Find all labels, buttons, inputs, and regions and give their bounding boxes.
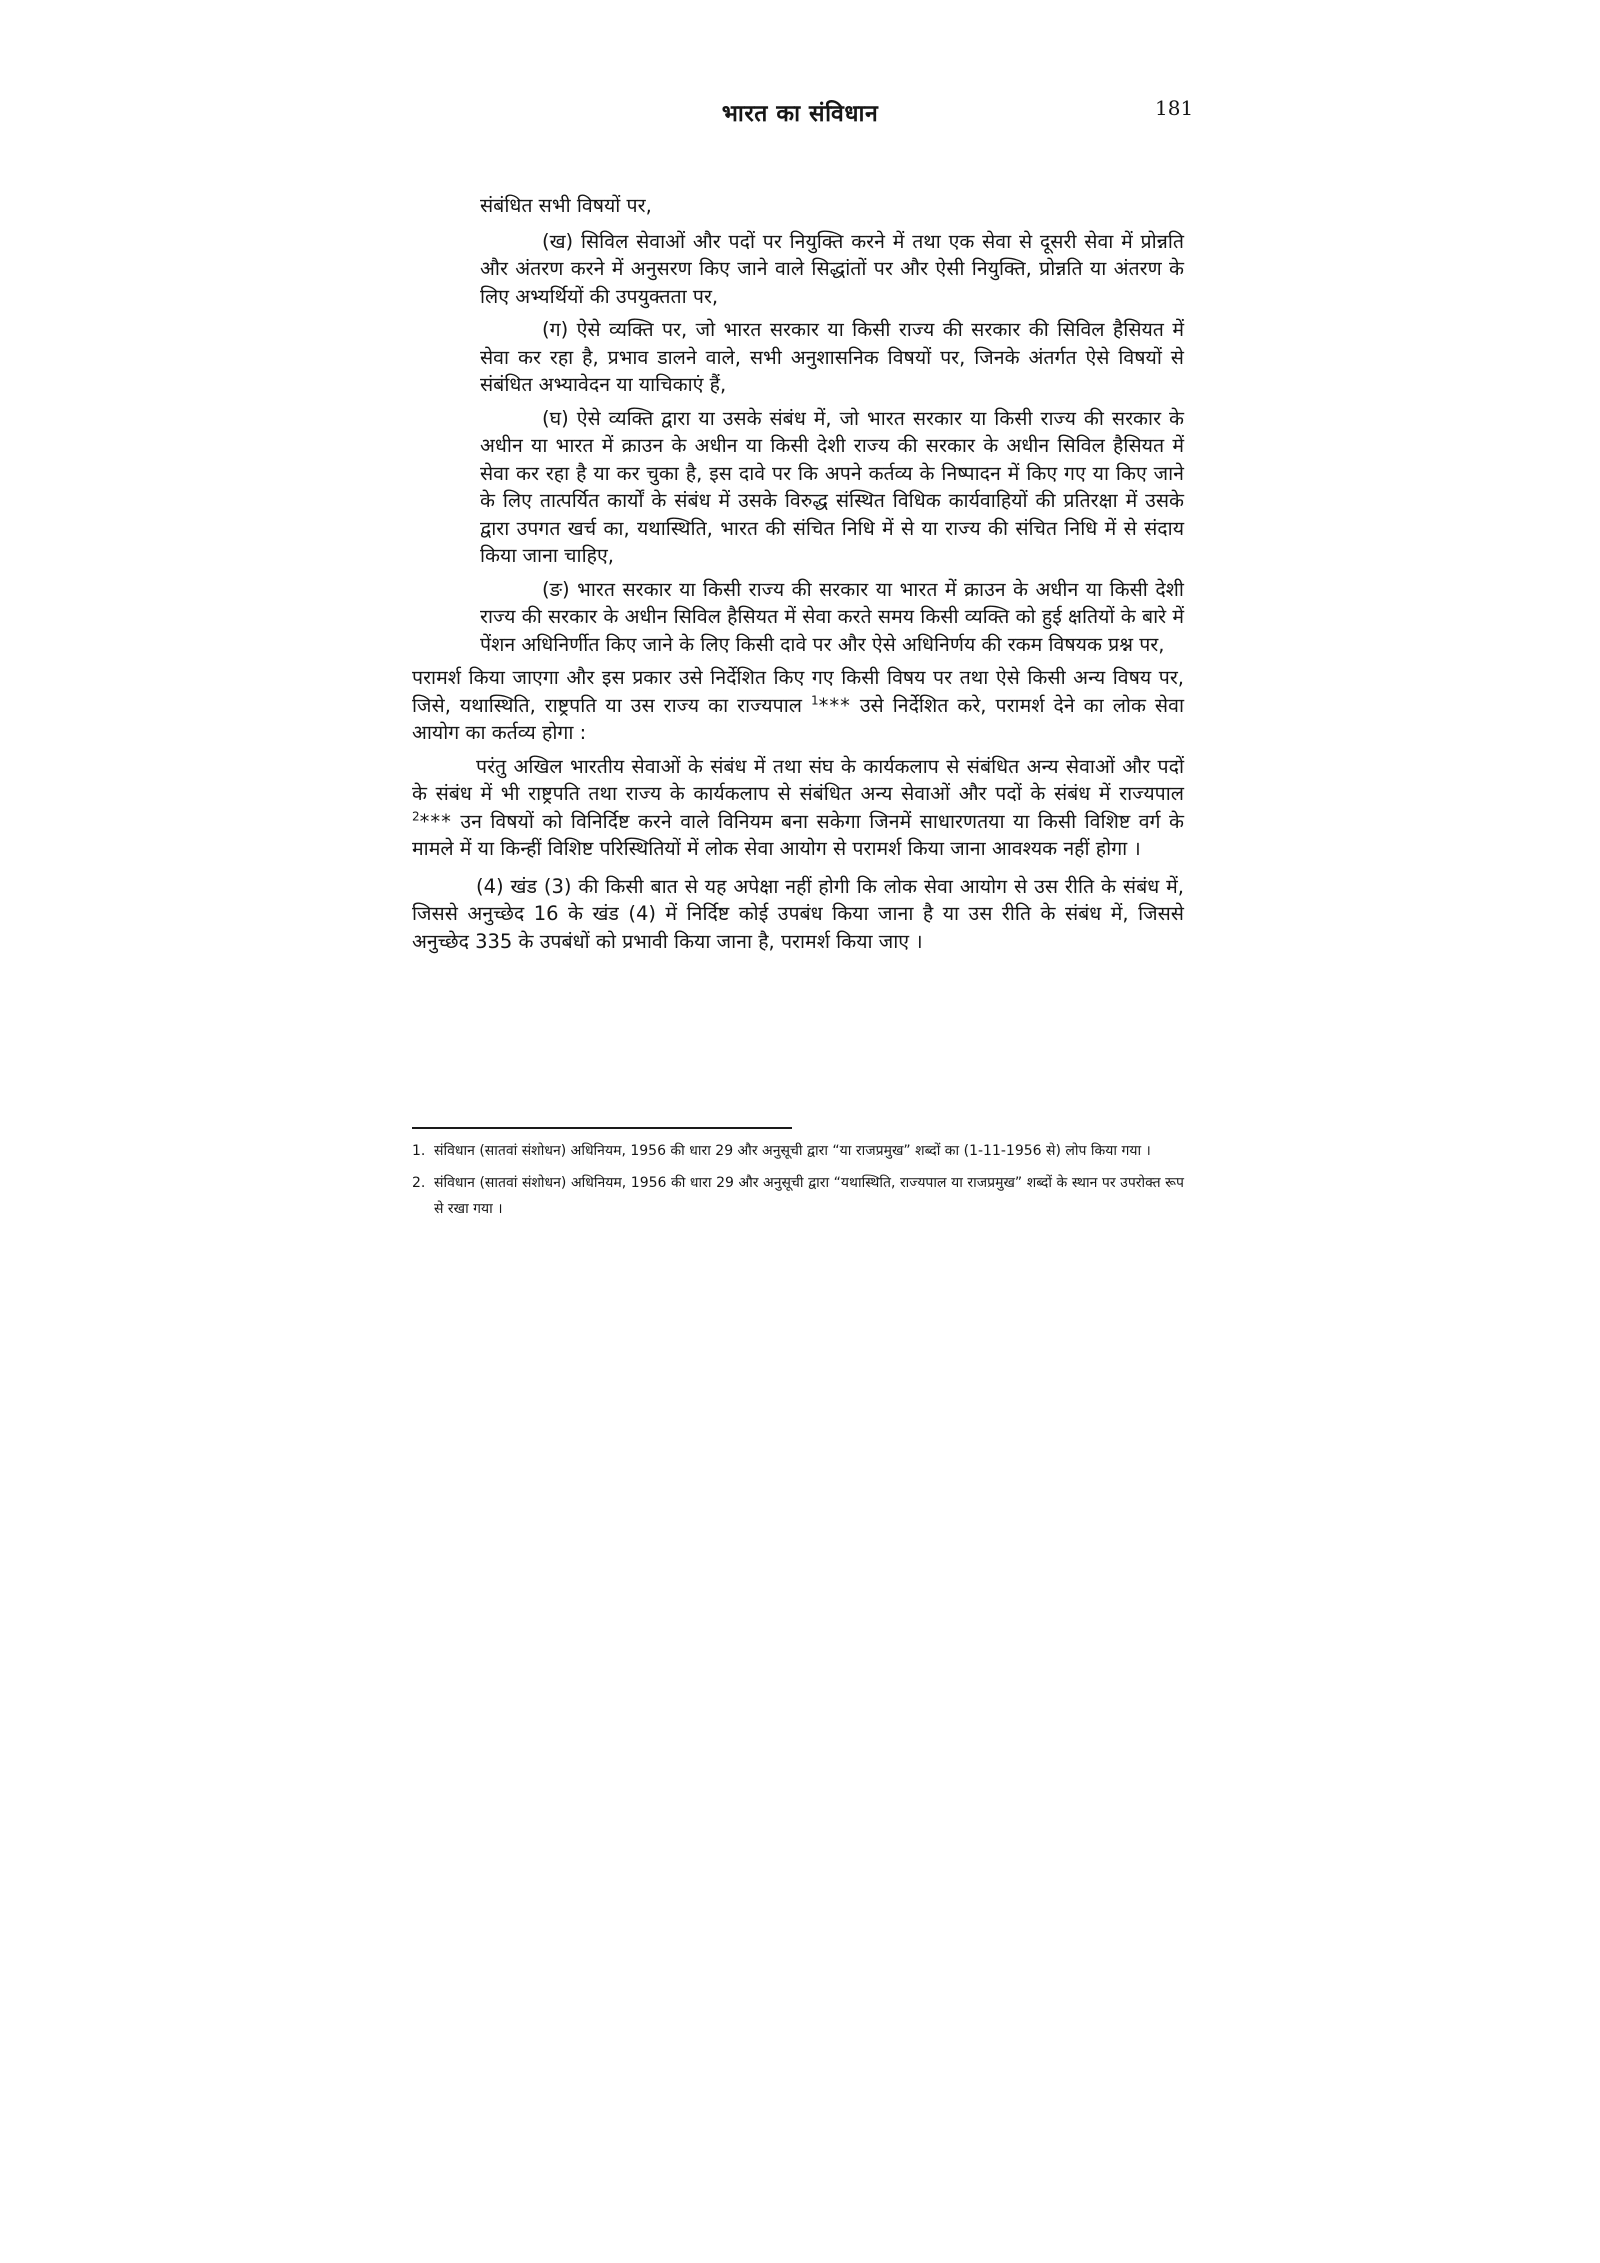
omission-stars: *** bbox=[818, 693, 851, 717]
body-text bbox=[412, 192, 1184, 961]
clause-ga: (ग) ऐसे व्यक्ति पर, जो भारत सरकार या किसी राज्य की सरकार की सिविल हैसियत में सेवा कर रहा है, प्रभाव डालने वाले, सभी अनुशासनिक विषयों पर, जिनके अंतर्गत ऐसे विषयों से संबंधित अभ्यावेदन या याचिकाएं हैं, bbox=[480, 318, 1184, 396]
footnote-number: 1. bbox=[412, 1143, 426, 1159]
proviso-paragraph bbox=[412, 753, 1184, 863]
clause-4-paragraph: (4) खंड (3) की किसी बात से यह अपेक्षा नहीं होगी कि लोक सेवा आयोग से उस रीति के संबंध में, जिससे अनुच्छेद 16 के खंड (4) में निर्दिष्ट कोई उपबंध किया जाना है या उस रीति के संबंध में, जिससे अनुच्छेद 335 के उपबंधों को प्रभावी किया जाना है, परामर्श किया जाए । bbox=[412, 874, 1184, 953]
footnote-ref-1: 1 bbox=[810, 693, 819, 707]
footnote-divider bbox=[412, 1127, 792, 1129]
footnote-2 bbox=[412, 1170, 1184, 1222]
paragraph-consultation bbox=[412, 664, 1184, 747]
page-header bbox=[0, 96, 1600, 136]
proviso-text: परंतु अखिल भारतीय सेवाओं के संबंध में तथा संघ के कार्यकलाप से संबंधित अन्य सेवाओं और पदों के संबंध में भी राष्ट्रपति तथा राज्य के कार्यकलाप से संबंधित अन्य सेवाओं और पदों के संबंध में राज्यपाल bbox=[412, 754, 1184, 805]
footnote-1 bbox=[412, 1138, 1184, 1164]
footnote-text: संविधान (सातवां संशोधन) अधिनियम, 1956 की धारा 29 और अनुसूची द्वारा “यथास्थिति, राज्यपाल या राजप्रमुख” शब्दों के स्थान पर उपरोक्त रूप से रखा गया । bbox=[434, 1175, 1184, 1217]
footnote-ref-2: 2 bbox=[412, 809, 420, 823]
footnote-number: 2. bbox=[412, 1175, 426, 1191]
page-title: भारत का संविधान bbox=[721, 101, 879, 127]
paragraph-consultation-text-end: उसे निर्देशित करे, परामर्श देने का लोक सेवा आयोग का कर्तव्य होगा : bbox=[412, 693, 1185, 744]
proviso-text-end: उन विषयों को विनिर्दिष्ट करने वाले विनियम बना सकेगा जिनमें साधारणतया या किसी विशिष्ट वर्ग के मामले में या किन्हीं विशिष्ट परिस्थितियों में लोक सेवा आयोग से परामर्श किया जाना आवश्यक नहीं होगा । bbox=[412, 809, 1184, 860]
clause-kha: (ख) सिविल सेवाओं और पदों पर नियुक्ति करने में तथा एक सेवा से दूसरी सेवा में प्रोन्नति और अंतरण करने में अनुसरण किए जाने वाले सिद्धांतों पर और ऐसी नियुक्ति, प्रोन्नति या अंतरण के लिए अभ्यर्थियों की उपयुक्तता पर, bbox=[480, 229, 1184, 308]
paragraph-consultation-text: परामर्श किया जाएगा और इस प्रकार उसे निर्देशित किए गए किसी विषय पर तथा ऐसे किसी अन्य विषय पर, जिसे, यथास्थिति, राष्ट्रपति या उस राज्य का राज्यपाल bbox=[412, 666, 1184, 717]
clause-nga: (ङ) भारत सरकार या किसी राज्य की सरकार या भारत में क्राउन के अधीन या किसी देशी राज्य की सरकार के अधीन सिविल हैसियत में सेवा करते समय किसी व्यक्ति को हुई क्षतियों के बारे में पेंशन अधिनिर्णीत किए जाने के लिए किसी दावे पर और ऐसे अधिनिर्णय की रकम विषयक प्रश्न पर, bbox=[480, 577, 1184, 656]
footnotes bbox=[412, 1138, 1184, 1228]
footnote-text: संविधान (सातवां संशोधन) अधिनियम, 1956 की धारा 29 और अनुसूची द्वारा “या राजप्रमुख” शब्दों का (1-11-1956 से) लोप किया गया । bbox=[434, 1143, 1151, 1159]
omission-stars: *** bbox=[419, 809, 452, 833]
page-number: 181 bbox=[1155, 96, 1194, 120]
clause-gha: (घ) ऐसे व्यक्ति द्वारा या उसके संबंध में, जो भारत सरकार या किसी राज्य की सरकार के अधीन या भारत में क्राउन के अधीन या किसी देशी राज्य की सरकार के अधीन सिविल हैसियत में सेवा कर रहा है या कर चुका है, इस दावे पर कि अपने कर्तव्य के निष्पादन में किए गए या किए जाने के लिए तात्पर्यित कार्यों के संबंध में उसके विरुद्ध संस्थित विधिक कार्यवाहियों की प्रतिरक्षा में उसके द्वारा उपगत खर्च का, यथास्थिति, भारत की संचित निधि में से या राज्य की संचित निधि में से संदाय किया जाना चाहिए, bbox=[480, 406, 1184, 567]
paragraph-continuation: संबंधित सभी विषयों पर, bbox=[480, 194, 652, 217]
